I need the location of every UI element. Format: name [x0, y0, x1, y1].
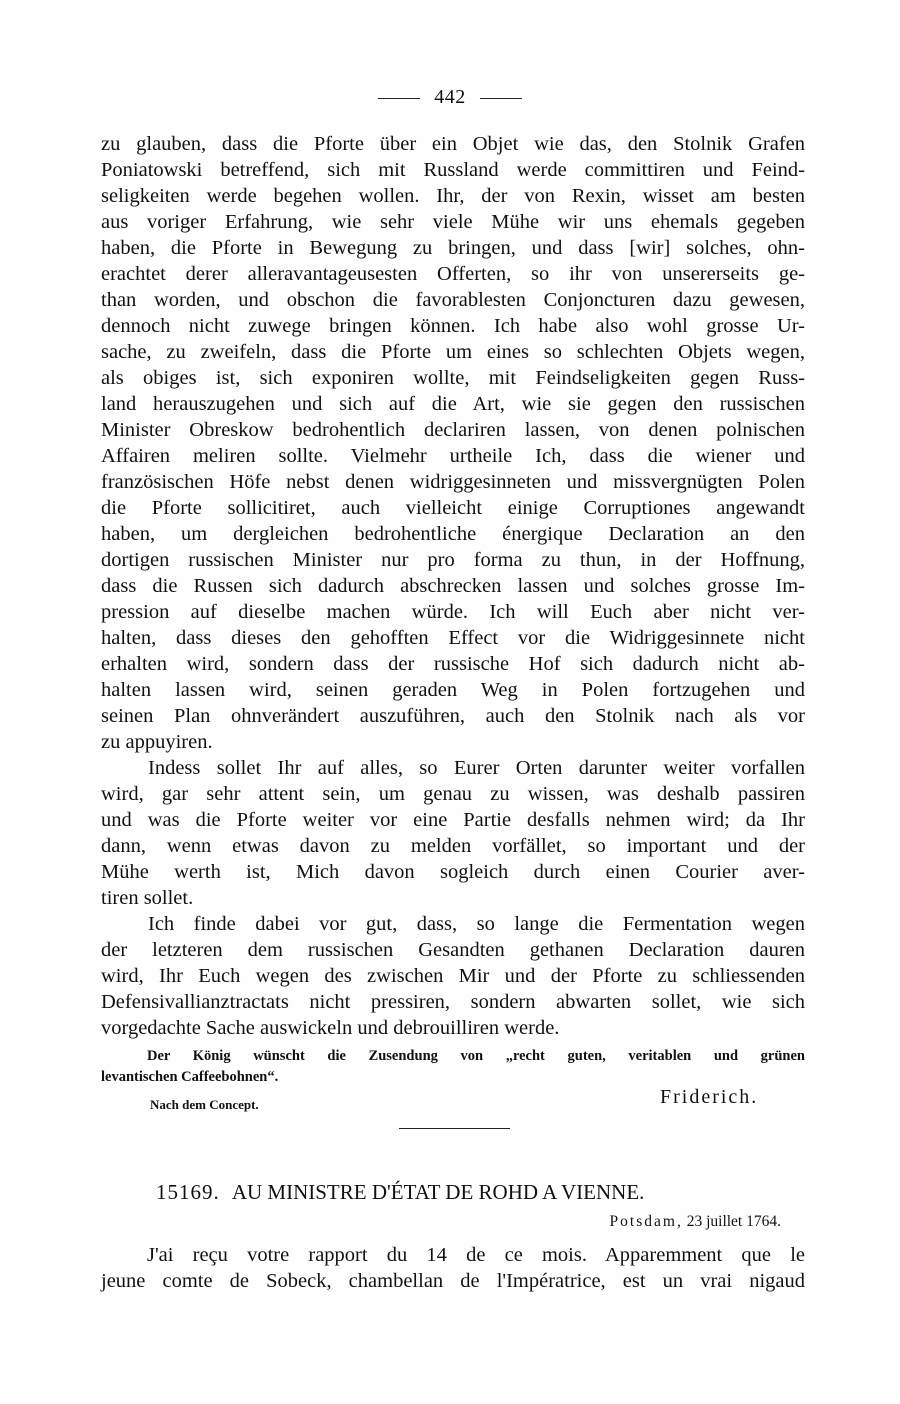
- text-line: als obiges ist, sich exponiren wollte, mit Feindseligkeiten gegen Russ-: [101, 367, 805, 389]
- page-header: [0, 86, 900, 109]
- text-line: halten lassen wird, seinen geraden Weg in Polen fortzugehen und: [101, 679, 805, 701]
- text-line: wird, gar sehr attent sein, um genau zu wissen, was deshalb passiren: [101, 783, 805, 805]
- text-line: erhalten wird, sondern dass der russische Hof sich dadurch nicht ab-: [101, 653, 805, 675]
- note-line: levantischen Caffeebohnen“.: [101, 1069, 279, 1085]
- letter-date: 23 juillet 1764.: [686, 1213, 781, 1230]
- letter-heading: [156, 1180, 644, 1205]
- text-line: zu glauben, dass die Pforte über ein Objet wie das, den Stolnik Grafen: [101, 133, 805, 155]
- letter-text: [101, 131, 805, 1041]
- text-line: Ich finde dabei vor gut, dass, so lange die Fermentation wegen: [148, 913, 805, 935]
- letter-dateline: [610, 1213, 781, 1231]
- text-line: dortigen russischen Minister nur pro forma zu thun, in der Hoffnung,: [101, 549, 805, 571]
- text-line: tiren sollet.: [101, 887, 194, 909]
- letter-number: 15169.: [156, 1180, 220, 1204]
- text-line: Minister Obreskow bedrohentlich declariren lassen, von denen polnischen: [101, 419, 805, 441]
- paragraph-1: [101, 131, 805, 755]
- letter-place: Potsdam,: [609, 1213, 683, 1230]
- letter-body: [101, 1242, 805, 1294]
- text-line: zu appuyiren.: [101, 731, 213, 753]
- text-line: wird, Ihr Euch wegen des zwischen Mir und der Pforte zu schliessenden: [101, 965, 805, 987]
- text-line: than worden, und obschon die favorablesten Conjoncturen dazu gewesen,: [101, 289, 805, 311]
- text-line: seinen Plan ohnverändert auszuführen, auch den Stolnik nach als vor: [101, 705, 805, 727]
- text-line: land herauszugehen und sich auf die Art, wie sie gegen den russischen: [101, 393, 805, 415]
- letter-title: AU MINISTRE D'ÉTAT DE ROHD A VIENNE.: [231, 1180, 645, 1204]
- header-dash-left: [378, 98, 420, 99]
- text-line: seligkeiten werde begehen wollen. Ihr, der von Rexin, wisset am besten: [101, 185, 805, 207]
- text-line: Mühe werth ist, Mich davon sogleich durch einen Courier aver-: [101, 861, 805, 883]
- text-line: aus voriger Erfahrung, wie sehr viele Mühe wir uns ehemals gegeben: [101, 211, 805, 233]
- text-line: halten, dass dieses den gehofften Effect vor die Widriggesinnete nicht: [101, 627, 805, 649]
- text-line: und was die Pforte weiter vor eine Partie desfalls nehmen wird; da Ihr: [101, 809, 805, 831]
- text-line: Indess sollet Ihr auf alles, so Eurer Orten darunter weiter vorfallen: [148, 757, 805, 779]
- section-divider: [399, 1128, 510, 1129]
- text-line: dass die Russen sich dadurch abschrecken lassen und solches grosse Im-: [101, 575, 805, 597]
- text-line: Defensivallianztractats nicht pressiren, sondern abwarten sollet, wie sich: [101, 991, 805, 1013]
- paragraph-2: [101, 755, 805, 911]
- editorial-note: [101, 1046, 805, 1088]
- paragraph-3: [101, 911, 805, 1041]
- text-line: der letzteren dem russischen Gesandten gethanen Declaration dauren: [101, 939, 805, 961]
- text-line: die Pforte sollicitiret, auch vielleicht einige Corruptiones angewandt: [101, 497, 805, 519]
- page-number: 442: [434, 86, 466, 108]
- text-line: dennoch nicht zuwege bringen können. Ich habe also wohl grosse Ur-: [101, 315, 805, 337]
- text-line: erachtet derer alleravantageusesten Offerten, so ihr von unsererseits ge-: [101, 263, 805, 285]
- text-line: vorgedachte Sache auswickeln und debrouilliren werde.: [101, 1017, 560, 1039]
- signature: Friderich.: [660, 1086, 759, 1108]
- text-line: dann, wenn etwas davon zu melden vorfället, so important und der: [101, 835, 805, 857]
- text-line: sache, zu zweifeln, dass die Pforte um eines so schlechten Objets wegen,: [101, 341, 805, 363]
- text-line: Affairen meliren sollte. Vielmehr urtheile Ich, dass die wiener und: [101, 445, 805, 467]
- text-line: haben, um dergleichen bedrohentliche énergique Declaration an den: [101, 523, 805, 545]
- text-line: jeune comte de Sobeck, chambellan de l'Impératrice, est un vrai nigaud: [101, 1270, 805, 1292]
- text-line: Poniatowski betreffend, sich mit Russland werde committiren und Feind-: [101, 159, 805, 181]
- source-note: Nach dem Concept.: [150, 1097, 259, 1112]
- text-line: pression auf dieselbe machen würde. Ich will Euch aber nicht ver-: [101, 601, 805, 623]
- note-line: Der König wünscht die Zusendung von „recht guten, veritablen und grünen: [147, 1048, 805, 1064]
- text-line: J'ai reçu votre rapport du 14 de ce mois. Apparemment que le: [147, 1244, 805, 1266]
- text-line: haben, die Pforte in Bewegung zu bringen, und dass [wir] solches, ohn-: [101, 237, 805, 259]
- text-line: französischen Höfe nebst denen widriggesinneten und missvergnügten Polen: [101, 471, 805, 493]
- header-dash-right: [480, 98, 522, 99]
